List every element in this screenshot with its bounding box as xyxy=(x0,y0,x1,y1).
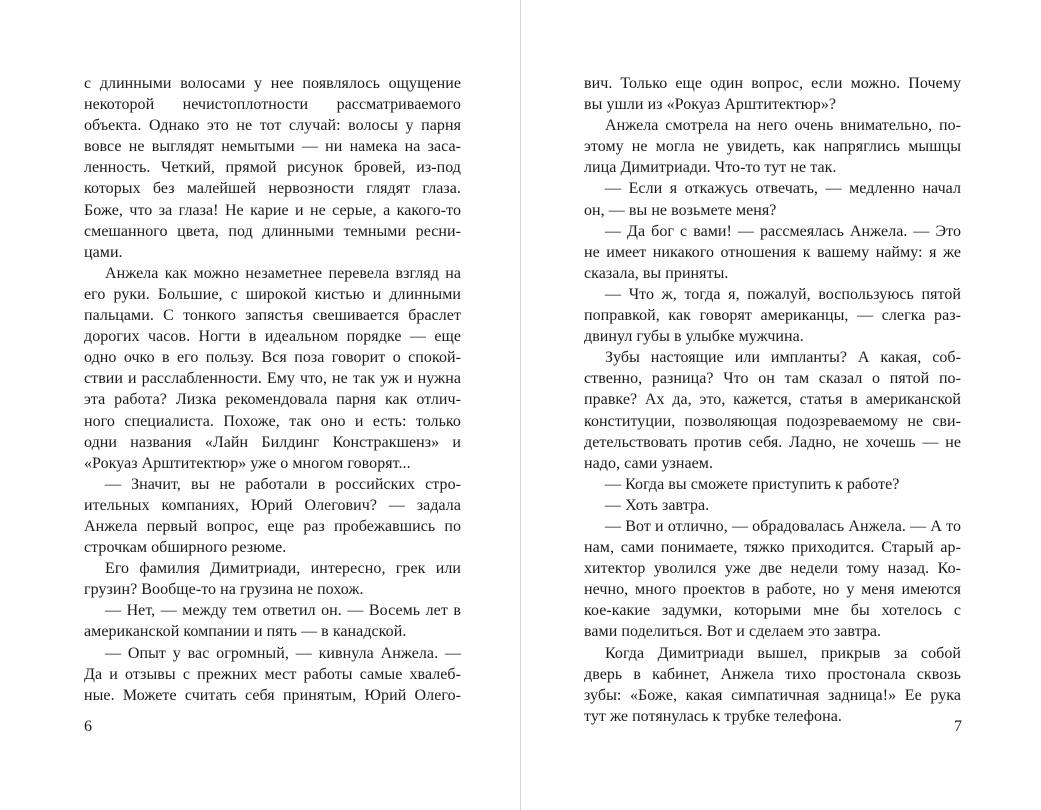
text-line: эта работа? Лизка рекомендовала парня как отлич- xyxy=(84,391,461,409)
text-line: с длинными волосами у нее появлялось ощущение xyxy=(84,75,461,92)
text-line: — Когда вы сможете приступить к работе? xyxy=(605,475,900,493)
text-line: нам, сами понимаете, тяжко приходится. Старый ар- xyxy=(584,539,961,557)
text-line: смешанного цвета, под длинными темными ресни- xyxy=(84,222,461,240)
text-line: Да и отзывы с прежних мест работы самые хвалеб- xyxy=(84,665,461,683)
text-line: американской компании и пять — в канадской. xyxy=(84,623,407,641)
text-line: Анжела как можно незаметнее перевела взгляд на xyxy=(105,264,461,282)
text-line: надо, сами узнаем. xyxy=(584,454,714,472)
text-line: вы ушли из «Рокуаз Арштитектюр»? xyxy=(584,96,837,114)
text-line: — Если я откажусь отвечать, — медленно начал xyxy=(605,180,961,198)
text-line: — Значит, вы не работали в российских стро- xyxy=(105,475,461,493)
text-line: некоторой нечистоплотности рассматриваемого xyxy=(84,96,461,114)
text-line: ленность. Четкий, прямой рисунок бровей, из-под xyxy=(84,159,461,177)
text-line: детельствовать против себя. Ладно, не хочешь — не xyxy=(584,433,961,451)
text-line: тут же потянулась к трубке телефона. xyxy=(584,707,842,725)
text-line: Его фамилия Димитриади, интересно, грек или xyxy=(105,560,461,578)
text-line: не имеет никакого отношения к вашему найму: я же xyxy=(584,243,961,261)
text-line: одно очко в его пользу. Вся поза говорит о спокой- xyxy=(84,349,461,367)
text-line: конституции, позволяющая подозреваемому не сви- xyxy=(584,412,961,430)
text-line: ного специалиста. Похоже, так оно и есть: только xyxy=(84,412,461,430)
right-page-text xyxy=(584,73,961,727)
text-line: дверь в кабинет, Анжела тихо простонала сквозь xyxy=(584,665,961,683)
text-line: кое-какие задумки, которыми мне бы хотелось с xyxy=(584,602,961,620)
text-line: объекта. Однако это не тот случай: волосы у парня xyxy=(84,117,461,135)
text-line: вами поделиться. Вот и сделаем это завтра. xyxy=(584,623,882,641)
text-line: нечно, много проектов в работе, но у меня имеются xyxy=(584,581,961,599)
text-line: цами. xyxy=(84,243,123,261)
text-line: Зубы настоящие или импланты? А какая, соб- xyxy=(605,349,961,367)
text-line: Боже, что за глаза! Не карие и не серые, а какого-то xyxy=(84,201,461,219)
text-line: этому не могла не увидеть, как напряглись мышцы xyxy=(584,138,961,156)
text-line: сказала, вы приняты. xyxy=(584,264,729,282)
text-line: зубы: «Боже, какая симпатичная задница!» Ее рука xyxy=(584,686,961,704)
right-page xyxy=(521,0,1041,810)
left-page xyxy=(0,0,520,810)
text-line: он, — вы не возьмете меня? xyxy=(584,201,777,219)
text-line: вич. Только еще один вопрос, если можно. Почему xyxy=(584,75,961,92)
text-line: вовсе не выглядят немытыми — ни намека на заса- xyxy=(84,138,461,156)
text-line: — Хоть завтра. xyxy=(605,496,710,514)
text-line: — Опыт у вас огромный, — кивнула Анжела. — xyxy=(105,644,461,662)
text-line: ительных компаниях, Юрий Олегович? — задала xyxy=(84,496,461,514)
text-line: поправкой, как говорят американцы, — слегка раз- xyxy=(584,307,961,325)
text-line: Анжела смотрела на него очень внимательно, по- xyxy=(605,117,961,135)
text-line: грузин? Вообще-то на грузина не похож. xyxy=(84,581,364,599)
left-page-text xyxy=(84,73,461,706)
left-page-number: 6 xyxy=(84,718,92,735)
text-line: — Да бог с вами! — рассмеялась Анжела. — Это xyxy=(605,222,961,240)
text-line: — Что ж, тогда я, пожалуй, воспользуюсь пятой xyxy=(605,285,961,303)
text-line: Когда Димитриади вышел, прикрыв за собой xyxy=(605,644,961,662)
text-line: хитектор уволился уже две недели тому назад. Ко- xyxy=(584,560,961,578)
text-line: — Нет, — между тем ответил он. — Восемь лет в xyxy=(105,602,461,620)
text-line: «Рокуаз Арштитектюр» уже о многом говорят... xyxy=(84,454,411,472)
text-line: двинул губы в улыбке мужчина. xyxy=(584,328,804,346)
text-line: дорогих часов. Ногти в идеальном порядке — еще xyxy=(84,328,461,346)
text-line: лица Димитриади. Что-то тут не так. xyxy=(584,159,837,177)
text-line: ные. Можете считать себя принятым, Юрий Олего- xyxy=(84,686,461,704)
text-line: правке? Ах да, это, кажется, статья в американской xyxy=(584,391,961,409)
text-line: строчкам обширного резюме. xyxy=(84,539,287,557)
text-line: ствии и расслабленности. Ему что, не так уж и нужна xyxy=(84,370,461,388)
text-line: пальцами. С тонкого запястья свешивается браслет xyxy=(84,307,461,325)
text-line: которых без малейшей нервозности глядят глаза. xyxy=(84,180,461,198)
text-line: ственно, разница? Что он там сказал о пятой по- xyxy=(584,370,961,388)
text-line: его руки. Большие, с широкой кистью и длинными xyxy=(84,285,461,303)
text-line: — Вот и отлично, — обрадовалась Анжела. — А то xyxy=(605,517,961,535)
right-page-number: 7 xyxy=(954,718,962,735)
text-line: одни названия «Лайн Билдинг Констракшенз» и xyxy=(84,433,461,451)
text-line: Анжела первый вопрос, еще раз пробежавшись по xyxy=(84,517,461,535)
